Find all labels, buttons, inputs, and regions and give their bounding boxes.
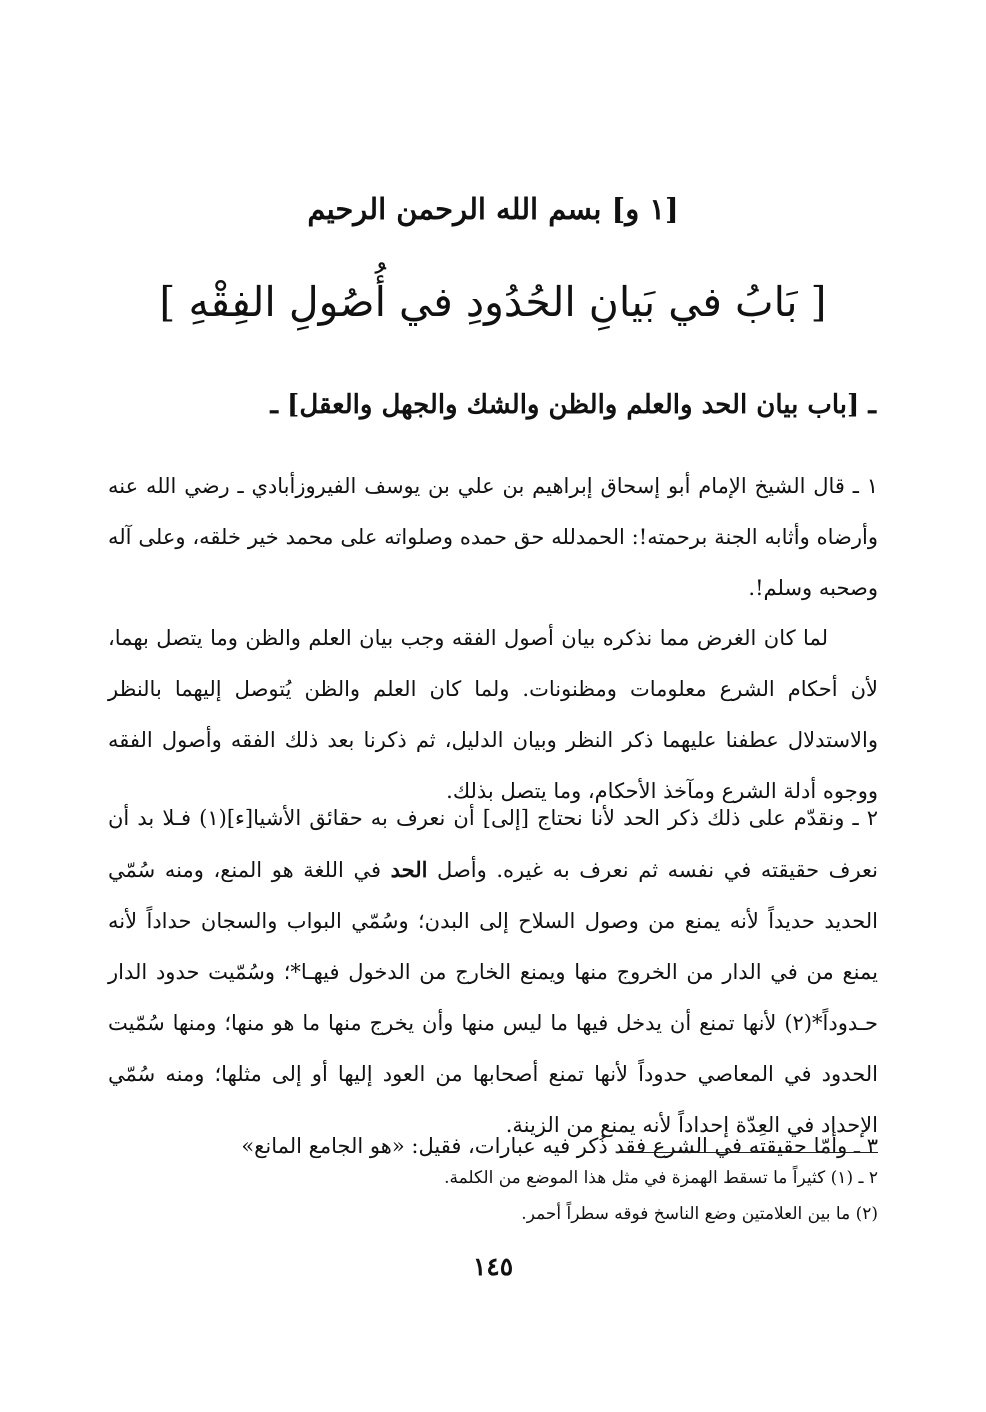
chapter-title: [ بَابُ في بَيانِ الحُدُودِ في أُصُولِ الفِقْهِ ]: [159, 278, 827, 326]
section-title: ـ [باب بيان الحد والعلم والظن والشك والجهل والعقل] ـ: [270, 390, 876, 420]
paragraph-2: لما كان الغرض مما نذكره بيان أصول الفقه وجب بيان العلم والظن وما يتصل بهما، لأن أحكام الشرع معلومات ومظنونات. ولما كان العلم والظن يُتوصل إليهما بالنظر والاستدلال عطفنا عليهما ذكر النظر وبيان الدليل، ثم ذكرنا بعد ذلك الفقه وأصول الفقه ووجوه أدلة الشرع ومآخذ الأحكام، وما يتصل بذلك.: [108, 626, 878, 803]
paragraph-3-part-2: في اللغة هو المنع، ومنه سُمّي الحديد حديداً لأنه يمنع من وصول السلاح إلى البدن؛ وسُمّي البواب والسجان حداداً لأنه يمنع من في الدار من الخروج منها ويمنع الخارج من الدخول فيهـا*؛ وسُمّيت حدود الدار حـدوداً*(٢) لأنها تمنع أن يدخل فيها ما ليس منها وأن يخرج منها ما هو منها؛ ومنها سُمّيت الحدود في المعاصي حدوداً لأنها تمنع أصحابها من العود إليها أو إلى مثلها؛ ومنه سُمّي الإحداد في العِدّة إحداداً لأنه يمنع من الزينة.: [108, 858, 878, 1137]
basmala-heading: [١ و] بسم الله الرحمن الرحيم: [307, 192, 679, 226]
footnotes: [108, 1160, 878, 1232]
footnote-separator: [616, 1152, 878, 1153]
paragraph-1: ١ ـ قال الشيخ الإمام أبو إسحاق إبراهيم بن علي بن يوسف الفيروزأبادي ـ رضي الله عنه وأرضاه وأثابه الجنة برحمته!: الحمدلله حق حمده وصلواته على محمد خير خلقه، وعلى آله وصحبه وسلم!.: [108, 474, 878, 600]
paragraph-3-bold-term: الحد: [390, 857, 428, 882]
footnote-1: ٢ ـ (١) كثيراً ما تسقط الهمزة في مثل هذا الموضع من الكلمة.: [444, 1168, 878, 1188]
page-number: ١٤٥: [472, 1252, 514, 1281]
paragraph-4: ٣ ـ وأمّا حقيقته في الشرع فقد ذُكر فيه عبارات، فقيل: «هو الجامع المانع»: [241, 1134, 878, 1158]
paragraph-3: [108, 793, 878, 1151]
footnote-2: (٢) ما بين العلامتين وضع الناسخ فوقه سطراً أحمر.: [521, 1204, 878, 1224]
paragraph-3-part-1: ٢ ـ ونقدّم على ذلك ذكر الحد لأنا نحتاج [إلى] أن نعرف به حقائق الأشيا[ء](١) فـلا بد أن نعرف حقيقته في نفسه ثم نعرف به غيره. وأصل: [108, 806, 879, 882]
